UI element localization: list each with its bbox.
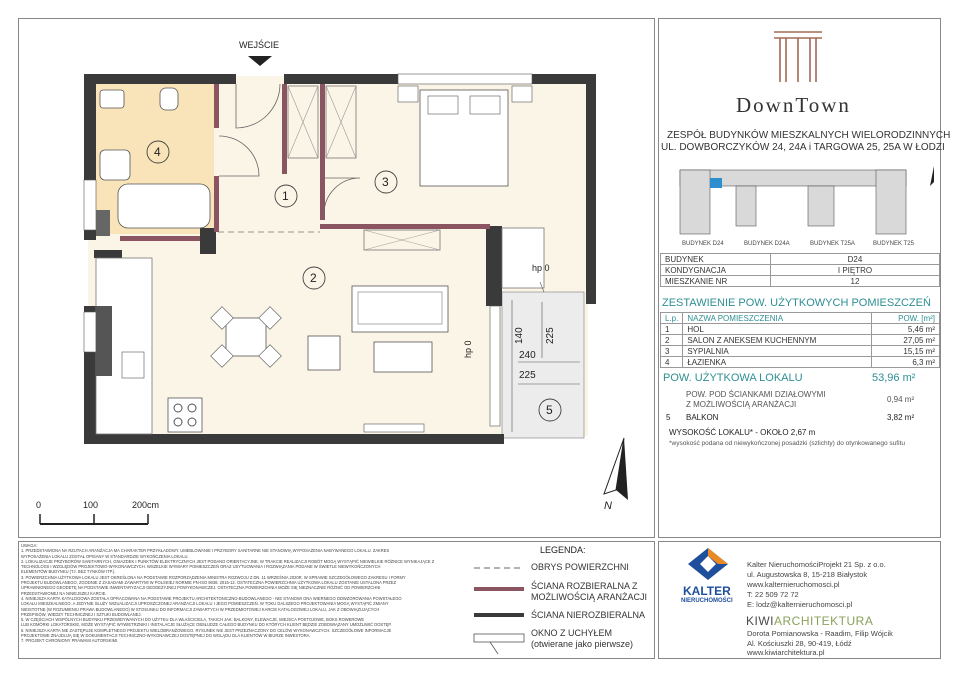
total-area-label: POW. UŻYTKOWA LOKALU	[663, 372, 803, 384]
room-4-number: 4	[154, 145, 161, 159]
dim-225-vertical: 225	[545, 327, 556, 344]
brand-name: DownTown	[736, 93, 851, 117]
table-row: 2 SALON Z ANEKSEM KUCHENNYM 27,05 m²	[661, 335, 940, 346]
legend-item-removable-wall: ŚCIANA ROZBIERALNA Z MOŻLIWOŚCIĄ ARANŻACJI	[531, 581, 648, 602]
height-label: WYSOKOŚĆ LOKALU* - OKOŁO 2,67 m	[669, 428, 816, 437]
dining-table	[226, 318, 266, 356]
hp-label-top: hp 0	[532, 263, 550, 273]
room-2-number: 2	[310, 271, 317, 285]
legend-swatches	[472, 560, 532, 656]
table-row: 4 ŁAZIENKA 6,3 m²	[661, 357, 940, 368]
sofa	[352, 286, 448, 332]
brand-subtitle-2: UL. DOWBORCZYKÓW 24, 24A i TARGOWA 25, 25A W ŁODZI	[661, 142, 945, 153]
balcony-no: 5	[666, 413, 671, 422]
scale-100: 100	[83, 500, 99, 510]
legend-item-bearing-wall: ŚCIANA NIEROZBIERALNA	[531, 610, 646, 620]
balcony-value: 3,82 m²	[887, 413, 915, 422]
kalter-logo-text: KALTER	[683, 584, 731, 598]
total-area-value: 53,96 m²	[872, 372, 916, 384]
north-label: N	[604, 500, 612, 512]
building-label-d24: BUDYNEK D24	[682, 241, 724, 247]
balcony-floor	[502, 292, 584, 438]
kalter-logo-icon	[686, 546, 730, 582]
kalter-logo-subtext: NIERUCHOMOŚCI	[681, 598, 733, 604]
site-plan	[672, 162, 940, 242]
kiwi-contact: Dorota Pomianowska - Raadim, Filip Wójcik Al. Kościuszki 28, 90-419, Łódź www.kiwiarchitektura.pl	[747, 629, 893, 657]
dim-240: 240	[519, 350, 536, 361]
summary-title: ZESTAWIENIE POW. UŻYTKOWYCH POMIESZCZEŃ	[662, 297, 931, 309]
kalter-contact: Kalter NieruchomościProjekt 21 Sp. z o.o. ul. Augustowska 8, 15-218 Białystok www.kalternieruchomosci.pl T: 22 509 72 72 E: lodz@kalternieruchomosci.pl	[747, 560, 886, 609]
info-table: BUDYNEK D24 KONDYGNACJA I PIĘTRO MIESZKANIE NR 12	[660, 253, 940, 287]
room-5-number: 5	[546, 403, 553, 417]
hp-label-side: hp 0	[463, 340, 473, 358]
table-row: 3 SYPIALNIA 15,15 m²	[661, 346, 940, 357]
entrance-arrow	[248, 56, 272, 66]
dim-225-horizontal: 225	[519, 370, 536, 381]
downtown-logo-icon	[770, 28, 826, 84]
partition-area-value: 0,94 m²	[887, 395, 915, 404]
room-3-number: 3	[382, 175, 389, 189]
legend-item-outline: OBRYS POWIERZCHNI	[531, 562, 629, 572]
scale-200: 200cm	[132, 500, 160, 510]
partition-area-label-2: Z MOŻLIWOŚCIĄ ARANŻACJI	[686, 400, 797, 409]
building-label-t25a: BUDYNEK T25A	[810, 241, 855, 247]
partition-area-label-1: POW. POD ŚCIANKAMI DZIAŁOWYMI	[686, 390, 826, 399]
balcony-name: BALKON	[686, 413, 719, 422]
armchair	[308, 336, 340, 370]
legend-item-window: OKNO Z UCHYŁEM (otwierane jako pierwsze)	[531, 628, 634, 649]
brand-subtitle-1: ZESPÓŁ BUDYNKÓW MIESZKALNYCH WIELORODZINNYCH	[667, 130, 951, 141]
room-1-number: 1	[282, 189, 289, 203]
building-label-t25: BUDYNEK T25	[873, 241, 914, 247]
scale-0: 0	[36, 500, 42, 510]
building-label-d24a: BUDYNEK D24A	[744, 241, 790, 247]
table-row: 1 HOL 5,46 m²	[661, 324, 940, 335]
entrance-label: WEJŚCIE	[239, 40, 280, 50]
dim-140: 140	[514, 327, 525, 344]
room-area-table: L.p. NAZWA POMIESZCZENIA POW. [m²] 1 HOL 5,46 m² 2 SALON Z ANEKSEM KUCHENNYM 27,05 m² 3 SYPIALNIA 15,15 m² 4 ŁAZIENKA 6,3 m²	[660, 312, 940, 368]
height-note: *wysokość podana od niewykończonej posadzki (szlichty) do otynkowanego sufitu	[669, 440, 905, 447]
kiwi-logo: KIWIARCHITEKTURA	[746, 614, 874, 628]
legend-title: LEGENDA:	[540, 545, 586, 555]
notes-block: UWAGA: 1. PRZEDSTAWIONA NA RZUTACH ARANŻACJA MA CHARAKTER PRZYKŁADOWY. UMEBLOWANIE I PRZYBORY SANITARNE NIE STANOWIĄ WYPOSAŻENIA NABYWANEGO LOKALU. ZAKRES WYPOSAŻENIA LOKALU ZOSTAŁ OPISANY W STANDARDZIE WYKOŃCZENIA LOKALU. 2. LOKALIZACJE PRZYBORÓW SANITARNYCH, GNIAZDEK I PUNKTÓW ELEKTRYCZNYCH JEST PODANO ORIENTACYJNE. W TRAKCIE REALIZACJI ROBÓT MOGĄ WYSTĄPIĆ NIEWIELKIE RÓŻNICE WYNIKAJĄCE Z TECHNOLOGII I WZGLĘDÓW PROJEKTOWO-WYKONAWCZYCH. WSZELKIE WYMIARY POMIESZCZEŃ ORAZ USYTUOWANIA I ROZWIĄZANIA PODANE W ŚWIETLE NIEWYKOŃCZONYCH ELEMENTÓW BUDYNKU (TJ. BEZ TYNKÓW ITP.). 3. POWIERZCHNIA UŻYTKOWA LOKALU JEST OKREŚLONA NA PODSTAWIE ROZPORZĄDZENIA MINISTRA ROZWOJU Z DN. 11 WRZEŚNIA 2020R. W SPRAWIE SZCZEGÓŁOWEGO ZAKRESU I FORMY PROJEKTU BUDOWLANEGO, ZGODNIE Z ZASADAMI ZAWARTYMI W POLSKIEJ NORMIE PN-ISO 9836: 2015-12. OSTATECZNA POWIERZCHNIA UŻYTKOWA LOKALU ZOSTANIE USTALONA PRZEZ UPRAWNIONEGO GEODETĘ NA PODSTAWIE INWENTARYZACJI GEODEZYJNEJ POWYKONAWCZEJ. OSTATECZNA POWIERZCHNIA MOŻE SIĘ NIEZNACZNIE RÓŻNIĆ OD POWIERZCHNI PRZEDSTAWIONEJ NA NINIEJSZEJ KARCIE. 4. NINIEJSZA KARTA KATALOGOWA ZOSTAŁA OPRACOWANA NA PODSTAWIE PROJEKTU ARCHITEKTONICZNO-BUDOWLANEGO - NIE STANOWI ONA WIERNEGO ODWZOROWANIA POWSTAŁEGO LOKALU MIESZKALNEGO. A JEDYNIE SŁUŻY WIZUALIZACJI UPROSZCZONEJ ARANŻACJI LOKALU I JEGO POMIESZCZEŃ. W TOKU DALSZEGO PROJEKTOWANIA MOGĄ WYSTĄPIĆ ZMIANY NIEISTOTNE (W ROZUMIENIU PRAWA BUDOWLANEGO) W STOSUNKU DO INFORMACJI ZAWARTYCH W PRZEDMIOTOWEJ KARCIE KATALOGOWEJ LOKALU, JAK Z OBOWIĄZUJĄCYCH PRZEPISÓW, WIEDZY TECHNICZNEJ I SZTUKI BUDOWLANEJ. 5. W CZĘŚCIACH WSPÓLNYCH BUDYNKU PRZEWIDYWANYCH DO UŻYTKU DLA WŁAŚCICIELA, TAKICH JAK: BALKONY, ELEWACJE, MIEJSCA POSTOJOWE, BOKS ROWEROWE LUB KOMÓRKI LOKATORSKIE, MOŻE WYSTĄPIĆ WYWIETRZNIKI I INSTALACJE SŁUŻĄCE OBSŁUDZE CAŁEGO BUDYNKU DO KTÓRYCH KLIENT BĘDZIE ZOBOWIĄZANY UMOŻLIWIĆ DOSTĘP. 6. NINIEJSZA KARTA NIE ZASTĘPUJE KOMPLETNEGO PROJEKTU WIELOBRANŻOWEGO. RYSUNEK NIE JEST PRZEZNACZONY DO CELÓW WYKONAWCZYCH. SZCZEGÓŁOWE INFORMACJE PROJEKTOWE ZNAJDUJĄ SIĘ W DOKUMENTACJI TECHNICZNO-WYKONAWCZEJ DOSTĘPNEJ DO WGLĄDU DLA KLIENTÓW W BIURZE INWESTORA. 7. PROJEKT CHRONIONY PRAWAMI AUTORSKIMI.	[21, 543, 435, 644]
